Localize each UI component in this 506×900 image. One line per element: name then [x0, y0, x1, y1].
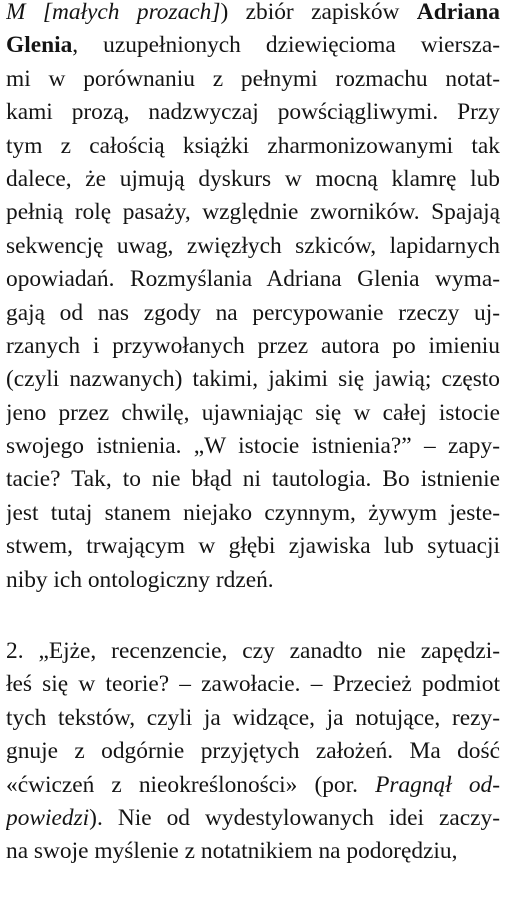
text-line [6, 0, 500, 29]
paragraph-1 [6, 0, 500, 597]
body-text: ) zbiór zapisków [220, 0, 417, 25]
body-text: łeś się w teorie? – zawołacie. – Przecież podmiot [6, 671, 500, 698]
body-text: (czyli nazwanych) takimi, jakimi się jawią; często [6, 366, 500, 393]
text-line [6, 196, 500, 229]
paragraph-2 [6, 635, 500, 869]
body-text: «ćwiczeń z nieokreśloności» (por. [6, 771, 376, 798]
text-line [6, 702, 500, 735]
body-text: opowiadań. Rozmyślania Adriana Glenia wyma- [6, 266, 500, 293]
body-text: ). Nie od wydestylowanych idei zaczy- [89, 804, 500, 831]
body-text: na swoje myślenie z notatnikiem na podorędziu, [6, 838, 458, 865]
text-line [6, 463, 500, 496]
text-line [6, 497, 500, 530]
text-line [6, 564, 500, 597]
text-line [6, 263, 500, 296]
body-text: 2. „Ejże, recenzencie, czy zanadto nie zapędzi- [6, 638, 500, 665]
text-line [6, 29, 500, 62]
text-line [6, 769, 500, 802]
text-line [6, 230, 500, 263]
text-line [6, 63, 500, 96]
body-text: tacie? Tak, to nie błąd ni tautologia. Bo istnienie [6, 466, 500, 493]
bold-text: Glenia [6, 32, 73, 59]
text-line [6, 96, 500, 129]
text-line [6, 835, 500, 868]
text-line [6, 397, 500, 430]
body-text: jeno przez chwilę, ujawniając się w całej istocie [6, 399, 500, 426]
body-text: sekwencję uwag, zwięzłych szkiców, lapidarnych [6, 232, 500, 259]
text-line [6, 430, 500, 463]
body-text: tych tekstów, czyli ja widzące, ja notujące, rezy- [6, 704, 500, 731]
italic-text: powiedzi [6, 804, 90, 831]
text-line [6, 735, 500, 768]
body-text: tym z całością książki zharmonizowanymi tak [6, 132, 500, 159]
text-line [6, 635, 500, 668]
text-line [6, 330, 500, 363]
body-text: swojego istnienia. „W istocie istnienia?” – zapy- [6, 433, 500, 460]
body-text: niby ich ontologiczny rdzeń. [6, 566, 274, 593]
body-text: gnuje z odgórnie przyjętych założeń. Ma dość [6, 738, 500, 765]
body-text: dalece, że ujmują dyskurs w mocną klamrę lub [6, 165, 500, 192]
body-text: pełnią rolę pasaży, względnie zworników. Spajają [6, 199, 500, 226]
italic-text: M [małych prozach] [6, 0, 221, 25]
text-line [6, 802, 500, 835]
body-text: rzanych i przywołanych przez autora po imieniu [6, 332, 500, 359]
bold-text: Adriana [416, 0, 500, 25]
text-line [6, 363, 500, 396]
text-line [6, 530, 500, 563]
text-line [6, 130, 500, 163]
body-text: kami prozą, nadzwyczaj powściągliwymi. Przy [6, 99, 500, 126]
body-text: jest tutaj stanem niejako czynnym, żywym jeste- [6, 499, 500, 526]
body-text: , uzupełnionych dziewięcioma wiersza- [72, 32, 500, 59]
text-line [6, 297, 500, 330]
text-line [6, 668, 500, 701]
text-line [6, 163, 500, 196]
body-text: gają od nas zgody na percypowanie rzeczy uj- [6, 299, 500, 326]
body-text: mi w porównaniu z pełnymi rozmachu notat- [6, 65, 500, 92]
body-text: stwem, trwającym w głębi zjawiska lub sytuacji [6, 533, 500, 560]
italic-text: Pragnął od- [375, 771, 500, 798]
